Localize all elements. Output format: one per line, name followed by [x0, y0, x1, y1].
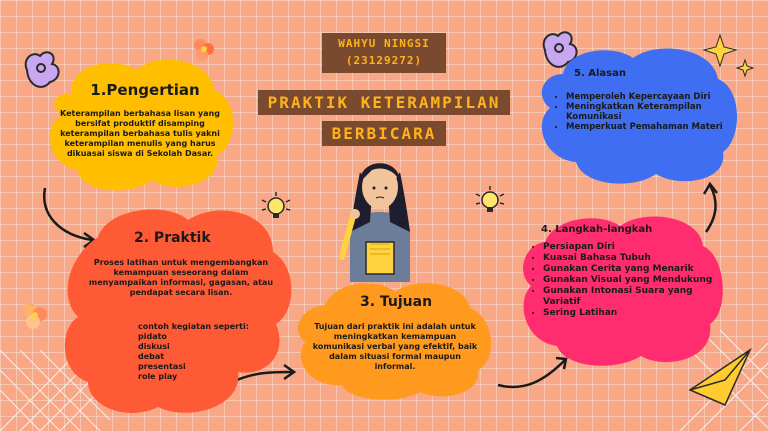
list-item: • Memperoleh Kepercayaan Diri	[566, 92, 741, 102]
example-item: diskusi	[138, 342, 170, 351]
cloud-pengertian	[42, 55, 238, 193]
author-box	[322, 33, 446, 73]
author-name: WAHYU NINGSI	[338, 37, 430, 50]
list-item: • Gunakan Intonasi Suara yang Variatif	[543, 286, 733, 308]
cloud-praktik	[58, 202, 296, 420]
list-item: • Gunakan Visual yang Mendukung	[543, 275, 733, 286]
list-item: • Meningkatkan Keterampilan Komunikasi	[566, 102, 741, 122]
title-line-2: BERBICARA	[322, 121, 447, 146]
author-nim: (23129272)	[345, 54, 423, 67]
list-item: • Gunakan Cerita yang Menarik	[543, 264, 733, 275]
section-heading: 3. Tujuan	[359, 294, 433, 310]
list-item: • Memperkuat Pemahaman Materi	[566, 122, 741, 132]
flower-icon	[23, 303, 47, 329]
example-item: presentasi	[138, 362, 186, 371]
example-item: role play	[138, 372, 178, 381]
examples-intro: contoh kegiatan seperti:	[138, 322, 249, 331]
cloud-alasan	[528, 44, 744, 186]
cloud-langkah	[515, 212, 727, 370]
section-heading: 5. Alasan	[574, 68, 626, 79]
list-item: • Kuasai Bahasa Tubuh	[543, 253, 733, 264]
cloud-tujuan	[290, 280, 500, 400]
alasan-list	[556, 92, 741, 132]
section-text: Proses latihan untuk mengembangkan kemampuan seseorang dalam menyampaikan informasi, gagasan, atau pendapat secara lisan.	[88, 258, 274, 297]
langkah-list	[533, 242, 733, 319]
example-item: pidato	[138, 332, 167, 341]
section-heading: 4. Langkah-langkah	[541, 224, 653, 235]
list-item: • Sering Latihan	[543, 308, 733, 319]
list-item: • Persiapan Diri	[543, 242, 733, 253]
example-item: debat	[138, 352, 165, 361]
light-bulb-icon	[476, 186, 504, 212]
section-heading: 1.Pengertian	[90, 81, 200, 99]
student-illustration	[320, 152, 440, 282]
title-line-1: PRAKTIK KETERAMPILAN	[258, 90, 511, 115]
page-title	[240, 90, 528, 152]
examples-list	[138, 332, 278, 382]
section-heading: 2. Praktik	[134, 230, 211, 246]
section-text: Keterampilan berbahasa lisan yang bersifat produktif disamping keterampilan berbahasa tulis yakni keterampilan menulis yang harus dikuasai siswa di Sekolah Dasar.	[60, 109, 220, 158]
section-text: Tujuan dari praktik ini adalah untuk meningkatkan kemampuan komunikasi verbal yang efektif, baik dalam situasi formal maupun informal.	[312, 322, 478, 371]
